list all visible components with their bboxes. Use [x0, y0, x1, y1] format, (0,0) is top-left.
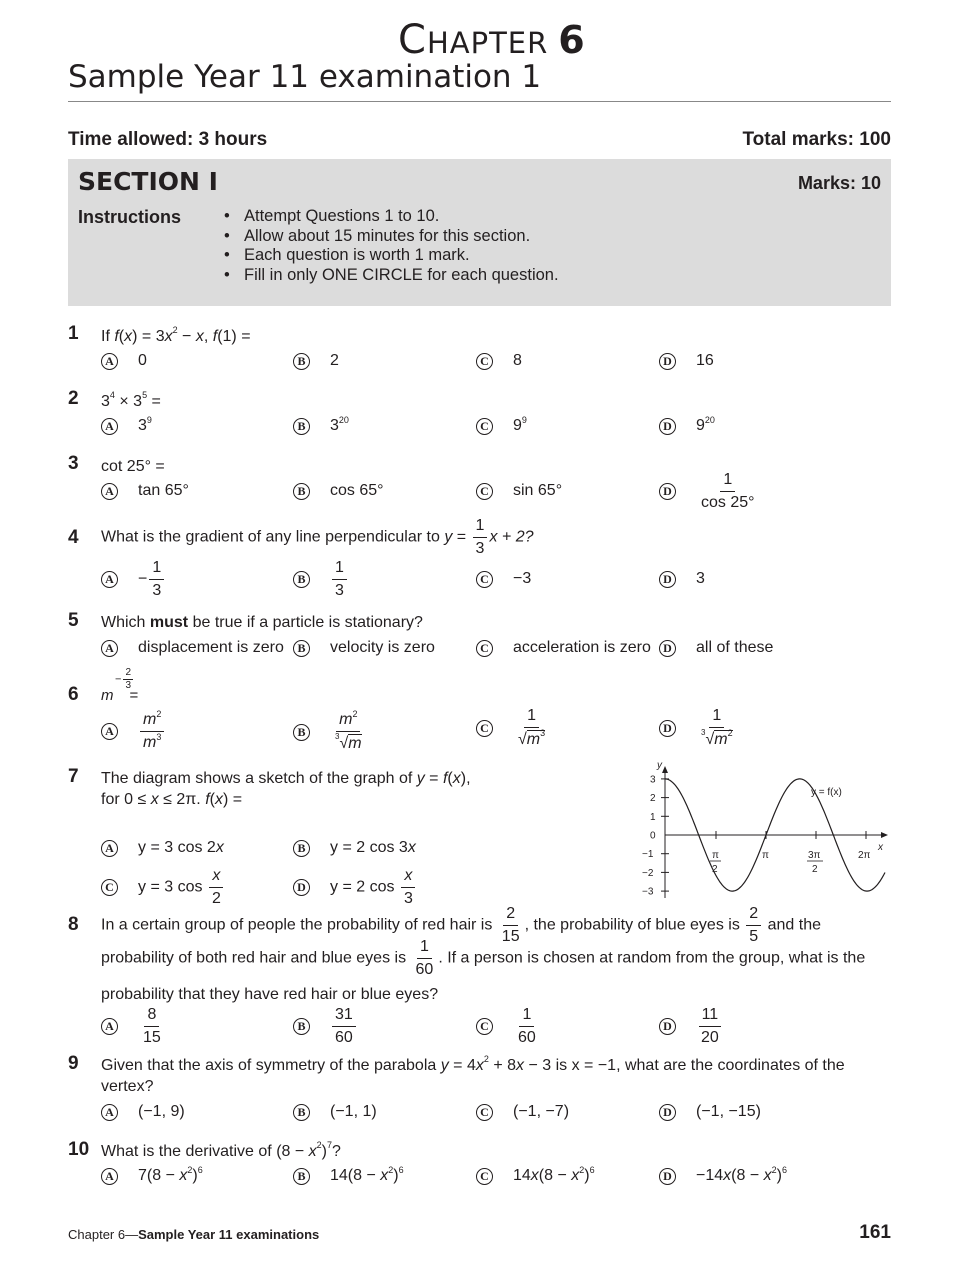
- answer-option-a[interactable]: [101, 1167, 203, 1185]
- answer-option-a[interactable]: [101, 639, 284, 657]
- x-axis-label: x: [878, 842, 883, 853]
- option-bubble[interactable]: A: [101, 418, 118, 435]
- answer-option-c[interactable]: [476, 482, 562, 500]
- answer-option-b[interactable]: [293, 839, 416, 857]
- option-label: [138, 417, 152, 435]
- option-bubble[interactable]: B: [293, 640, 310, 657]
- function-graph: [630, 760, 892, 900]
- option-bubble[interactable]: C: [101, 879, 118, 896]
- fraction-denominator: 3: [335, 582, 344, 599]
- x-tick-label: 2π: [858, 850, 871, 861]
- question-text: Given that the axis of symmetry of the parabola $y = 4x^2 + 8x - 3$ is x = −1, what are the coordinates of the: [101, 1054, 845, 1074]
- option-label: acceleration is zero: [513, 639, 651, 656]
- x-tick-label: π: [712, 850, 719, 861]
- question-text-part: , the probability of blue eyes is: [524, 916, 745, 934]
- answer-option-b[interactable]: [293, 352, 339, 370]
- fraction-numerator: 1: [332, 560, 347, 580]
- fraction-numerator: $m^2$: [336, 712, 360, 732]
- option-label: 16: [696, 352, 714, 369]
- y-tick-label: 3: [650, 774, 656, 786]
- instruction-item: • Fill in only ONE CIRCLE for each question.: [220, 266, 559, 286]
- question-text-part: and the: [763, 916, 822, 934]
- question-number: 8: [68, 914, 79, 935]
- fraction-numerator: 31: [332, 1007, 356, 1027]
- question-text: The diagram shows a sketch of the graph of y = f(x),: [101, 770, 471, 787]
- fraction-numerator: 8: [144, 1007, 159, 1027]
- answer-option-d[interactable]: [659, 1167, 787, 1185]
- section-box: [68, 159, 891, 306]
- question-text-part: . If a person is chosen at random from the group, what is the: [438, 949, 866, 967]
- fraction-numerator: 11: [699, 1007, 722, 1027]
- question-text: probability that they have red hair or blue eyes?: [101, 986, 439, 1003]
- fraction-numerator: 1: [473, 518, 488, 538]
- question-text-part: Given that the axis of symmetry of the parabola: [101, 1057, 441, 1074]
- option-bubble[interactable]: B: [293, 571, 310, 588]
- option-bubble[interactable]: D: [659, 1018, 676, 1035]
- instructions-label: Instructions: [78, 207, 182, 227]
- fraction-numerator: $m^2$: [140, 712, 164, 732]
- option-bubble[interactable]: C: [476, 720, 493, 737]
- title-rule: [68, 101, 891, 102]
- option-label: displacement is zero: [138, 639, 284, 656]
- fraction: [209, 868, 224, 907]
- fraction-denominator: $m^3$: [143, 732, 162, 751]
- fraction-denominator: 15: [143, 1029, 161, 1046]
- option-fraction: [698, 708, 736, 748]
- option-bubble[interactable]: C: [476, 640, 493, 657]
- y-axis-arrow: [662, 766, 668, 773]
- question-text: What is the derivative of $(8 - x^2)^7$?: [101, 1140, 341, 1160]
- x-tick-label: 2: [712, 864, 718, 875]
- option-bubble[interactable]: D: [659, 1168, 676, 1185]
- fraction-denominator: cos 25°: [701, 494, 755, 511]
- answer-option-b[interactable]: [293, 560, 349, 599]
- fraction-denominator: 3: [403, 890, 413, 907]
- answer-option-c[interactable]: [476, 352, 522, 370]
- answer-option-c[interactable]: [101, 868, 226, 907]
- option-label: 3: [696, 570, 705, 587]
- y-tick-label: 1: [650, 811, 656, 823]
- question-text: What is the gradient of any line perpendicular to y = $\frac{1}{3}$ x + 2?: [101, 517, 534, 557]
- question-text-part: Which: [101, 614, 150, 631]
- fraction-denominator: 3: [152, 582, 162, 599]
- option-bubble[interactable]: D: [659, 571, 676, 588]
- option-label: cos 65°: [330, 482, 384, 499]
- question-text-part: ≤ 2π.: [158, 791, 206, 808]
- fraction-numerator: x: [401, 868, 415, 888]
- option-bubble[interactable]: C: [476, 1168, 493, 1185]
- option-bubble[interactable]: A: [101, 353, 118, 370]
- instruction-item: • Allow about 15 minutes for this section.: [220, 227, 559, 247]
- option-bubble[interactable]: B: [293, 418, 310, 435]
- option-bubble[interactable]: A: [101, 840, 118, 857]
- answer-option-b[interactable]: [293, 1167, 404, 1185]
- y-tick-label: 2: [650, 793, 656, 805]
- fraction: [473, 518, 488, 557]
- option-bubble[interactable]: B: [293, 483, 310, 500]
- fraction-denominator: $^3$√m: [335, 732, 362, 752]
- answer-option-a[interactable]: [101, 839, 224, 857]
- option-bubble[interactable]: C: [476, 353, 493, 370]
- option-exponent: 9: [146, 415, 152, 425]
- fraction: [401, 868, 416, 907]
- option-fraction: [140, 1007, 164, 1046]
- option-bubble[interactable]: D: [659, 640, 676, 657]
- option-label: $-14x(8 - x^2)^6$: [696, 1165, 787, 1184]
- question-number: 6: [68, 684, 79, 705]
- question-text-part: What is the gradient of any line perpendicular to: [101, 528, 445, 546]
- option-fraction: [515, 708, 548, 748]
- option-bubble[interactable]: C: [476, 571, 493, 588]
- option-label: y = 3 cos 2x: [138, 839, 224, 856]
- option-label: −3: [513, 570, 532, 587]
- answer-option-a[interactable]: [101, 482, 189, 500]
- option-bubble[interactable]: B: [293, 840, 310, 857]
- option-fraction: [332, 709, 365, 752]
- option-label: − $\frac{1}{3}$: [138, 560, 166, 599]
- option-base: 3: [138, 417, 147, 434]
- option-label: all of these: [696, 639, 774, 656]
- footer-chapter-title: Sample Year 11 examinations: [138, 1227, 320, 1242]
- answer-option-d[interactable]: [659, 570, 705, 588]
- question-number: 7: [68, 766, 79, 787]
- question-text-part: is x = −1, what are the coordinates of the: [551, 1057, 845, 1074]
- option-bubble[interactable]: D: [293, 879, 310, 896]
- answer-option-a[interactable]: [101, 1007, 166, 1046]
- total-marks: Total marks: 100: [742, 129, 891, 150]
- option-bubble[interactable]: D: [659, 418, 676, 435]
- chapter-word-rest: HAPTER: [426, 26, 549, 60]
- option-fraction: [515, 1007, 539, 1046]
- answer-option-c[interactable]: [476, 417, 527, 435]
- fraction-numerator: 1: [524, 708, 539, 728]
- option-label: sin 65°: [513, 482, 563, 499]
- option-fraction: [140, 709, 164, 751]
- option-bubble[interactable]: C: [476, 418, 493, 435]
- fraction-denominator: $√m^3$: [518, 728, 546, 748]
- page-title: Sample Year 11 examination 1: [68, 59, 542, 95]
- question-text: [101, 613, 423, 634]
- answer-option-c[interactable]: [476, 1167, 595, 1185]
- fraction-numerator: 1: [149, 560, 164, 580]
- option-label: $14(8 - x^2)^6$: [330, 1165, 404, 1184]
- option-label: [330, 417, 349, 435]
- question-text-part: The diagram shows a sketch of the graph of: [101, 770, 417, 787]
- fraction-denominator: 2: [211, 890, 221, 907]
- option-exponent: 20: [704, 415, 715, 425]
- option-label: $7(8 - x^2)^6$: [138, 1165, 203, 1184]
- option-expression: y = 2 cos: [330, 878, 395, 896]
- option-expression: y = 3 cos: [138, 878, 203, 896]
- answer-option-d[interactable]: [659, 352, 714, 370]
- option-bubble[interactable]: D: [659, 720, 676, 737]
- fraction: [149, 560, 164, 599]
- option-label: [513, 417, 527, 435]
- answer-option-d[interactable]: [659, 417, 715, 435]
- option-label: (−1, 9): [138, 1103, 185, 1120]
- option-exponent: 9: [521, 415, 527, 425]
- option-bubble[interactable]: B: [293, 724, 310, 741]
- answer-option-a[interactable]: [101, 560, 166, 599]
- y-tick-label: −2: [642, 867, 654, 879]
- time-allowed: Time allowed: 3 hours: [68, 129, 268, 150]
- option-label: 0: [138, 352, 147, 369]
- question-text: cot 25° =: [101, 458, 165, 475]
- answer-option-a[interactable]: [101, 1103, 185, 1121]
- answer-option-a[interactable]: [101, 352, 147, 370]
- option-label: (−1, 1): [330, 1103, 377, 1120]
- option-bubble[interactable]: A: [101, 1168, 118, 1185]
- fraction-numerator: 2: [503, 906, 518, 926]
- question-text-part: be true if a particle is stationary?: [188, 614, 423, 631]
- fraction-denominator: 60: [415, 961, 434, 978]
- option-bubble[interactable]: C: [476, 483, 493, 500]
- answer-option-c[interactable]: [476, 570, 531, 588]
- option-bubble[interactable]: B: [293, 353, 310, 370]
- chapter-heading: [398, 17, 586, 63]
- option-bubble[interactable]: A: [101, 723, 118, 740]
- option-label: [138, 868, 226, 907]
- question-text: for 0 ≤ x ≤ 2π. f(x) =: [101, 791, 243, 808]
- question-text: vertex?: [101, 1078, 154, 1095]
- option-label: y = 2 cos 3x: [330, 839, 416, 856]
- option-bubble[interactable]: A: [101, 640, 118, 657]
- fraction-denominator: 15: [501, 928, 520, 945]
- answer-option-c[interactable]: [476, 708, 550, 748]
- instruction-item: • Attempt Questions 1 to 10.: [220, 207, 559, 227]
- answer-option-d[interactable]: [659, 639, 773, 657]
- answer-option-b[interactable]: [293, 417, 349, 435]
- instructions-list: [220, 207, 559, 285]
- fraction-numerator: 2: [125, 667, 131, 678]
- fraction-numerator: 1: [709, 708, 724, 728]
- option-bubble[interactable]: D: [659, 483, 676, 500]
- fraction-denominator: 3: [475, 540, 485, 557]
- x-tick-label: 2: [812, 864, 818, 875]
- answer-option-a[interactable]: [101, 417, 152, 435]
- question-number: 3: [68, 453, 79, 474]
- answer-option-d[interactable]: [659, 1103, 761, 1121]
- answer-option-b[interactable]: [293, 1007, 358, 1046]
- curve-label: y = f(x): [811, 787, 842, 798]
- option-bubble[interactable]: C: [476, 1018, 493, 1035]
- option-bubble[interactable]: C: [476, 1104, 493, 1121]
- answer-option-b[interactable]: [293, 1103, 377, 1121]
- answer-option-b[interactable]: [293, 639, 435, 657]
- option-expression: y = 3 cos 2: [138, 839, 216, 856]
- question-base: m =: [101, 687, 139, 704]
- question-number: 1: [68, 323, 79, 344]
- question-exponent: − $\frac{2}{3}$: [115, 667, 131, 691]
- answer-option-b[interactable]: [293, 709, 367, 752]
- option-exponent: 20: [338, 415, 349, 425]
- y-tick-label: −3: [642, 886, 654, 898]
- question-number: 9: [68, 1053, 79, 1074]
- question-text: [101, 939, 865, 978]
- option-base: 9: [513, 417, 522, 434]
- x-tick-label: π: [762, 850, 769, 861]
- page-footer: [68, 1227, 319, 1242]
- answer-option-c[interactable]: [476, 1007, 541, 1046]
- option-fraction: [698, 472, 758, 511]
- answer-option-d[interactable]: [659, 1007, 724, 1046]
- chapter-word-initial: C: [398, 17, 427, 63]
- fraction: [413, 939, 437, 978]
- fraction-numerator: 1: [720, 472, 735, 492]
- option-label: (−1, −7): [513, 1103, 570, 1120]
- question-number: 10: [68, 1139, 90, 1160]
- answer-option-b[interactable]: [293, 482, 384, 500]
- answer-option-c[interactable]: [476, 1103, 569, 1121]
- option-fraction: [332, 1007, 356, 1046]
- fraction-numerator: 1: [417, 939, 432, 959]
- question-text: If $f(x) = 3x^2 - x$, f(1) =: [101, 325, 251, 345]
- question-number: 4: [68, 527, 79, 548]
- instruction-item: • Each question is worth 1 mark.: [220, 246, 559, 266]
- option-bubble[interactable]: A: [101, 1104, 118, 1121]
- option-label: 2: [330, 352, 339, 369]
- option-label: velocity is zero: [330, 639, 435, 656]
- option-bubble[interactable]: A: [101, 571, 118, 588]
- option-bubble[interactable]: A: [101, 1018, 118, 1035]
- question-text-part: In a certain group of people the probability of red hair is: [101, 916, 497, 934]
- fraction-denominator: 3: [125, 680, 131, 691]
- option-bubble[interactable]: B: [293, 1104, 310, 1121]
- fraction-denominator: $^3√m^2$: [701, 728, 733, 748]
- option-fraction: [332, 560, 347, 599]
- question-text-part: x + 2?: [489, 528, 534, 546]
- answer-option-a[interactable]: [101, 709, 166, 751]
- option-label: 8: [513, 352, 522, 369]
- fraction-denominator: 60: [335, 1029, 353, 1046]
- option-expression: y = 2 cos 3: [330, 839, 408, 856]
- answer-option-c[interactable]: [476, 639, 651, 657]
- option-bubble[interactable]: D: [659, 353, 676, 370]
- answer-option-d[interactable]: [659, 472, 760, 511]
- y-axis-label: y: [657, 760, 662, 771]
- option-label: tan 65°: [138, 482, 189, 499]
- fraction-denominator: 5: [749, 928, 759, 945]
- option-base: 3: [330, 417, 339, 434]
- fraction-denominator: 60: [518, 1029, 536, 1046]
- y-tick-label: 0: [650, 830, 656, 842]
- chapter-number: 6: [558, 18, 586, 62]
- option-fraction: [698, 1007, 722, 1046]
- option-bubble[interactable]: D: [659, 1104, 676, 1121]
- option-label: (−1, −15): [696, 1103, 761, 1120]
- fraction-numerator: x: [209, 868, 223, 888]
- option-base: 9: [696, 417, 705, 434]
- question-text-part: probability of both red hair and blue eyes is: [101, 949, 411, 967]
- question-number: 2: [68, 388, 79, 409]
- y-tick-label: −1: [642, 849, 654, 861]
- option-bubble[interactable]: B: [293, 1168, 310, 1185]
- option-bubble[interactable]: A: [101, 483, 118, 500]
- x-axis-arrow: [881, 832, 888, 838]
- question-text-emphasis: must: [149, 614, 189, 631]
- fraction-numerator: 2: [746, 906, 761, 926]
- section-marks: Marks: 10: [797, 173, 881, 193]
- x-tick-label: 3π: [808, 850, 821, 861]
- answer-option-d[interactable]: [293, 868, 418, 907]
- fraction-numerator: 1: [519, 1007, 534, 1027]
- footer-chapter: Chapter 6—: [68, 1227, 139, 1242]
- question-text: $3^4 \times 3^5$ =: [101, 390, 161, 410]
- option-bubble[interactable]: B: [293, 1018, 310, 1035]
- option-label: [330, 868, 418, 907]
- option-label: $14x(8 - x^2)^6$: [513, 1165, 595, 1184]
- section-heading: SECTION I: [78, 167, 218, 196]
- question-number: 5: [68, 610, 79, 631]
- option-label: [696, 417, 715, 435]
- question-text-part: for 0 ≤: [101, 791, 151, 808]
- fraction-denominator: 20: [701, 1029, 719, 1046]
- page-number: 161: [859, 1222, 891, 1243]
- answer-option-d[interactable]: [659, 708, 738, 748]
